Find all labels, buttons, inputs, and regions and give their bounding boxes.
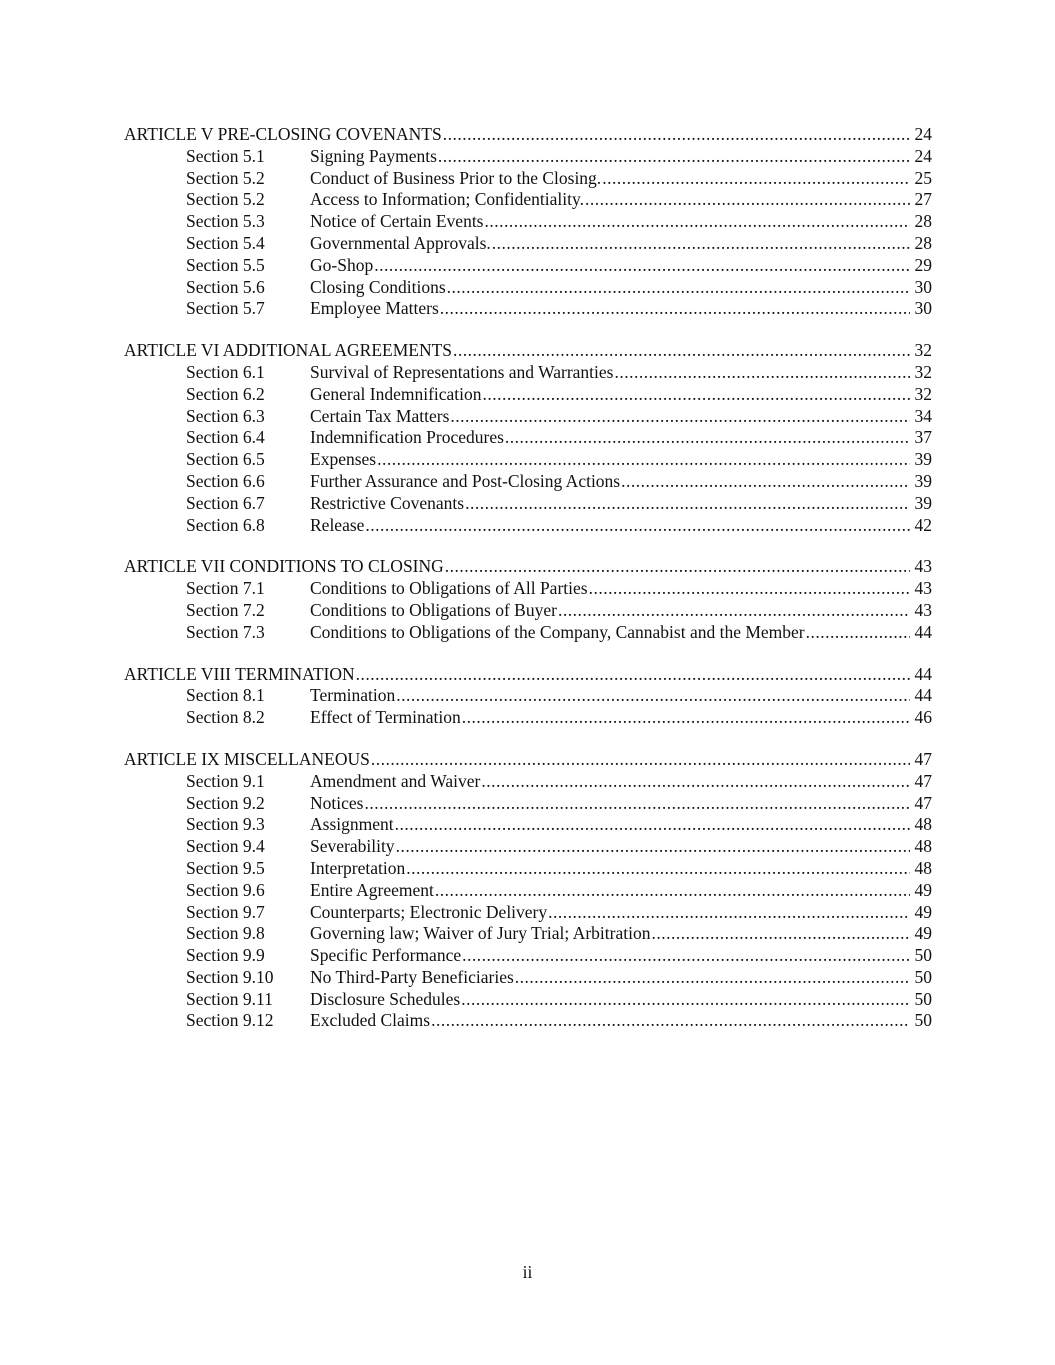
section-number: Section 9.12 [186, 1010, 274, 1031]
section-page-number: 50 [914, 1010, 932, 1031]
dot-leader [462, 707, 910, 729]
section-number: Section 6.3 [186, 405, 265, 426]
dot-leader [806, 622, 910, 644]
dot-leader [505, 427, 910, 449]
section-page-number: 28 [914, 232, 932, 253]
dot-leader [440, 298, 910, 320]
section-title: Closing Conditions [310, 276, 446, 297]
dot-leader [558, 600, 910, 622]
section-page-number: 46 [914, 707, 932, 728]
section-page-number: 48 [914, 836, 932, 857]
section-entry[interactable] [124, 967, 932, 989]
section-entry[interactable] [124, 923, 932, 945]
section-page-number: 24 [914, 145, 932, 166]
section-entry[interactable] [124, 880, 932, 902]
section-page-number: 34 [914, 405, 932, 426]
section-list [124, 146, 932, 320]
dot-leader [465, 493, 910, 515]
dot-leader [614, 362, 910, 384]
section-entry[interactable] [124, 233, 932, 255]
section-title: Amendment and Waiver [310, 770, 481, 791]
section-entry[interactable] [124, 989, 932, 1011]
section-title: Assignment [310, 814, 394, 835]
section-title: Conditions to Obligations of the Company, Cannabist and the Member [310, 621, 805, 642]
section-page-number: 48 [914, 857, 932, 878]
section-title: Specific Performance [310, 945, 462, 966]
dot-leader [450, 406, 910, 428]
dot-leader [371, 749, 910, 771]
table-of-contents [124, 124, 932, 1052]
section-page-number: 43 [914, 578, 932, 599]
section-entry[interactable] [124, 211, 932, 233]
toc-article [124, 749, 932, 1032]
section-number: Section 9.4 [186, 836, 265, 857]
section-page-number: 49 [914, 879, 932, 900]
section-title: Conduct of Business Prior to the Closing. [310, 167, 602, 188]
section-title: Indemnification Procedures [310, 427, 504, 448]
dot-leader [621, 471, 910, 493]
section-number: Section 5.7 [186, 298, 265, 319]
section-entry[interactable] [124, 858, 932, 880]
dot-leader [602, 168, 910, 190]
section-number: Section 5.6 [186, 276, 265, 297]
section-number: Section 7.3 [186, 621, 265, 642]
section-number: Section 9.6 [186, 879, 265, 900]
section-entry[interactable] [124, 814, 932, 836]
article-page-number: 43 [914, 556, 932, 577]
section-page-number: 28 [914, 211, 932, 232]
section-entry[interactable] [124, 578, 932, 600]
dot-leader [651, 923, 910, 945]
section-entry[interactable] [124, 255, 932, 277]
toc-article [124, 124, 932, 320]
section-number: Section 9.8 [186, 923, 265, 944]
section-page-number: 50 [914, 988, 932, 1009]
section-number: Section 5.3 [186, 211, 265, 232]
section-title: Notice of Certain Events [310, 211, 484, 232]
section-number: Section 6.1 [186, 361, 265, 382]
section-page-number: 32 [914, 383, 932, 404]
section-title: Certain Tax Matters [310, 405, 450, 426]
section-title: Termination [310, 685, 396, 706]
dot-leader [438, 146, 910, 168]
footer-page-number: ii [522, 1262, 533, 1282]
section-number: Section 5.1 [186, 145, 265, 166]
section-entry[interactable] [124, 406, 932, 428]
dot-leader [492, 233, 910, 255]
article-title: ARTICLE VII CONDITIONS TO CLOSING [124, 556, 444, 577]
section-title: Disclosure Schedules [310, 988, 461, 1009]
section-number: Section 6.7 [186, 492, 265, 513]
section-entry[interactable] [124, 945, 932, 967]
section-page-number: 39 [914, 449, 932, 470]
section-number: Section 6.8 [186, 514, 265, 535]
section-title: Interpretation [310, 857, 406, 878]
dot-leader [485, 211, 911, 233]
article-entry[interactable] [124, 340, 932, 362]
section-page-number: 25 [914, 167, 932, 188]
dot-leader [377, 449, 910, 471]
section-entry[interactable] [124, 146, 932, 168]
article-title: ARTICLE V PRE-CLOSING COVENANTS [124, 124, 442, 144]
section-entry[interactable] [124, 427, 932, 449]
dot-leader [589, 578, 910, 600]
section-entry[interactable] [124, 298, 932, 320]
section-title: Counterparts; Electronic Delivery [310, 901, 548, 922]
section-entry[interactable] [124, 168, 932, 190]
section-entry[interactable] [124, 471, 932, 493]
section-number: Section 8.2 [186, 707, 265, 728]
article-page-number: 47 [914, 748, 932, 769]
dot-leader [453, 340, 910, 362]
section-title: Further Assurance and Post-Closing Actions [310, 470, 621, 491]
section-page-number: 44 [914, 685, 932, 706]
dot-leader [364, 793, 910, 815]
section-number: Section 9.1 [186, 770, 265, 791]
section-title: Release [310, 514, 365, 535]
section-title: Expenses [310, 449, 377, 470]
section-page-number: 49 [914, 901, 932, 922]
dot-leader [483, 384, 910, 406]
dot-leader [447, 277, 910, 299]
article-entry[interactable] [124, 124, 932, 146]
article-title: ARTICLE IX MISCELLANEOUS [124, 748, 370, 769]
section-entry[interactable] [124, 771, 932, 793]
section-page-number: 39 [914, 470, 932, 491]
section-page-number: 44 [914, 621, 932, 642]
dot-leader [515, 967, 910, 989]
section-page-number: 27 [914, 189, 932, 210]
dot-leader [395, 814, 910, 836]
section-number: Section 8.1 [186, 685, 265, 706]
section-entry[interactable] [124, 836, 932, 858]
section-title: Governing law; Waiver of Jury Trial; Arbitration [310, 923, 651, 944]
section-page-number: 50 [914, 945, 932, 966]
section-page-number: 32 [914, 361, 932, 382]
section-number: Section 7.1 [186, 578, 265, 599]
section-number: Section 9.2 [186, 792, 265, 813]
section-entry[interactable] [124, 189, 932, 211]
section-page-number: 30 [914, 276, 932, 297]
dot-leader [461, 989, 910, 1011]
dot-leader [374, 255, 910, 277]
dot-leader [356, 664, 910, 686]
section-number: Section 9.5 [186, 857, 265, 878]
section-entry[interactable] [124, 449, 932, 471]
section-entry[interactable] [124, 362, 932, 384]
section-number: Section 9.7 [186, 901, 265, 922]
toc-article [124, 556, 932, 643]
section-page-number: 39 [914, 492, 932, 513]
article-page-number: 44 [914, 663, 932, 684]
section-title: Conditions to Obligations of All Parties [310, 578, 588, 599]
section-page-number: 49 [914, 923, 932, 944]
section-title: Excluded Claims [310, 1010, 431, 1031]
section-list [124, 362, 932, 536]
section-number: Section 5.5 [186, 254, 265, 275]
dot-leader [431, 1010, 910, 1032]
section-number: Section 5.2 [186, 167, 265, 188]
dot-leader [435, 880, 910, 902]
section-entry[interactable] [124, 493, 932, 515]
toc-article [124, 664, 932, 729]
section-title: Survival of Representations and Warranties [310, 361, 614, 382]
section-entry[interactable] [124, 1010, 932, 1032]
dot-leader [462, 945, 910, 967]
section-title: Conditions to Obligations of Buyer [310, 599, 557, 620]
section-page-number: 50 [914, 966, 932, 987]
article-title: ARTICLE VI ADDITIONAL AGREEMENTS [124, 340, 453, 361]
article-page-number: 32 [914, 340, 932, 361]
section-list [124, 771, 932, 1033]
section-entry[interactable] [124, 277, 932, 299]
section-title: Notices [310, 792, 364, 813]
section-number: Section 6.4 [186, 427, 265, 448]
section-number: Section 9.3 [186, 814, 265, 835]
dot-leader [585, 189, 910, 211]
section-number: Section 9.9 [186, 945, 265, 966]
toc-article [124, 340, 932, 536]
section-title: Restrictive Covenants [310, 492, 465, 513]
section-title: Severability [310, 836, 395, 857]
dot-leader [396, 685, 910, 707]
article-entry[interactable] [124, 556, 932, 578]
dot-leader [443, 124, 910, 146]
section-entry[interactable] [124, 515, 932, 537]
article-entry[interactable] [124, 749, 932, 771]
dot-leader [481, 771, 910, 793]
section-title: General Indemnification [310, 383, 482, 404]
section-page-number: 47 [914, 770, 932, 791]
section-page-number: 42 [914, 514, 932, 535]
section-number: Section 6.6 [186, 470, 265, 491]
section-page-number: 47 [914, 792, 932, 813]
section-title: Go-Shop [310, 254, 374, 275]
article-entry[interactable] [124, 664, 932, 686]
section-page-number: 43 [914, 599, 932, 620]
section-title: Effect of Termination [310, 707, 461, 728]
section-list [124, 578, 932, 643]
section-entry[interactable] [124, 793, 932, 815]
section-title: Governmental Approvals. [310, 232, 491, 253]
section-page-number: 29 [914, 254, 932, 275]
section-entry[interactable] [124, 622, 932, 644]
section-number: Section 7.2 [186, 599, 265, 620]
section-list [124, 685, 932, 729]
section-entry[interactable] [124, 384, 932, 406]
section-page-number: 48 [914, 814, 932, 835]
dot-leader [548, 902, 910, 924]
dot-leader [396, 836, 910, 858]
article-title: ARTICLE VIII TERMINATION [124, 663, 355, 684]
section-title: Entire Agreement [310, 879, 434, 900]
section-number: Section 5.4 [186, 232, 265, 253]
section-title: Employee Matters [310, 298, 439, 319]
dot-leader [445, 556, 910, 578]
section-entry[interactable] [124, 600, 932, 622]
section-page-number: 37 [914, 427, 932, 448]
section-title: Signing Payments [310, 145, 437, 166]
section-number: Section 6.2 [186, 383, 265, 404]
section-page-number: 30 [914, 298, 932, 319]
section-title: No Third-Party Beneficiaries [310, 966, 514, 987]
section-number: Section 9.11 [186, 988, 273, 1009]
section-number: Section 5.2 [186, 189, 265, 210]
dot-leader [365, 515, 910, 537]
dot-leader [406, 858, 910, 880]
section-number: Section 9.10 [186, 966, 274, 987]
article-page-number: 24 [914, 124, 932, 144]
section-number: Section 6.5 [186, 449, 265, 470]
section-entry[interactable] [124, 902, 932, 924]
section-entry[interactable] [124, 685, 932, 707]
section-title: Access to Information; Confidentiality. [310, 189, 584, 210]
section-entry[interactable] [124, 707, 932, 729]
